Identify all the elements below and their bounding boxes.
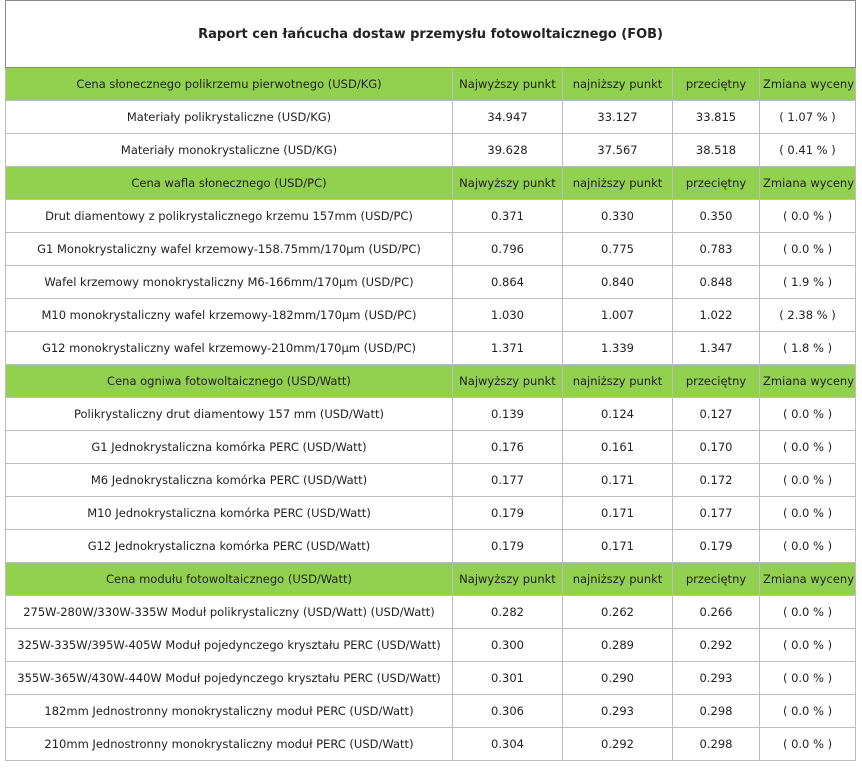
cell-highest: 0.304: [453, 728, 563, 761]
section-header-row: [6, 167, 856, 200]
table-row: [6, 101, 856, 134]
cell-highest: 0.301: [453, 662, 563, 695]
section-header-average: przeciętny: [673, 563, 760, 596]
cell-change: ( 0.0 % ): [760, 662, 856, 695]
table-row: [6, 398, 856, 431]
cell-highest: 0.179: [453, 530, 563, 563]
cell-change: ( 1.8 % ): [760, 332, 856, 365]
cell-change: ( 0.0 % ): [760, 728, 856, 761]
section-header-lowest: najniższy punkt: [563, 563, 673, 596]
cell-highest: 0.179: [453, 497, 563, 530]
table-row: [6, 530, 856, 563]
section-header-change: Zmiana wyceny: [760, 563, 856, 596]
cell-average: 0.298: [673, 728, 760, 761]
cell-highest: 0.176: [453, 431, 563, 464]
cell-change: ( 0.0 % ): [760, 398, 856, 431]
price-report-table: [5, 0, 856, 761]
cell-lowest: 0.124: [563, 398, 673, 431]
cell-change: ( 2.38 % ): [760, 299, 856, 332]
table-row: [6, 497, 856, 530]
cell-highest: 0.177: [453, 464, 563, 497]
cell-change: ( 1.9 % ): [760, 266, 856, 299]
cell-average: 0.170: [673, 431, 760, 464]
table-row: [6, 299, 856, 332]
cell-name: 325W-335W/395W-405W Moduł pojedynczego kryształu PERC (USD/Watt): [6, 629, 453, 662]
section-header-highest: Najwyższy punkt: [453, 365, 563, 398]
section-header-lowest: najniższy punkt: [563, 167, 673, 200]
table-row: [6, 695, 856, 728]
table-row: [6, 629, 856, 662]
cell-highest: 0.796: [453, 233, 563, 266]
section-header-highest: Najwyższy punkt: [453, 563, 563, 596]
cell-lowest: 0.292: [563, 728, 673, 761]
section-header-name: Cena wafla słonecznego (USD/PC): [6, 167, 453, 200]
table-row: [6, 200, 856, 233]
section-header-change: Zmiana wyceny: [760, 68, 856, 101]
cell-lowest: 0.171: [563, 530, 673, 563]
section-header-change: Zmiana wyceny: [760, 365, 856, 398]
table-row: [6, 728, 856, 761]
table-row: [6, 431, 856, 464]
table-row: [6, 596, 856, 629]
cell-average: 0.350: [673, 200, 760, 233]
cell-name: G12 Jednokrystaliczna komórka PERC (USD/Watt): [6, 530, 453, 563]
title-row: [6, 1, 856, 68]
cell-highest: 1.371: [453, 332, 563, 365]
cell-lowest: 1.339: [563, 332, 673, 365]
section-header-average: przeciętny: [673, 167, 760, 200]
section-header-row: [6, 563, 856, 596]
cell-name: Drut diamentowy z polikrystalicznego krzemu 157mm (USD/PC): [6, 200, 453, 233]
cell-change: ( 0.0 % ): [760, 464, 856, 497]
cell-change: ( 0.0 % ): [760, 233, 856, 266]
cell-lowest: 0.171: [563, 464, 673, 497]
cell-average: 1.347: [673, 332, 760, 365]
cell-lowest: 0.289: [563, 629, 673, 662]
cell-name: 275W-280W/330W-335W Moduł polikrystaliczny (USD/Watt) (USD/Watt): [6, 596, 453, 629]
table-row: [6, 233, 856, 266]
section-header-row: [6, 68, 856, 101]
cell-name: Materiały monokrystaliczne (USD/KG): [6, 134, 453, 167]
cell-highest: 0.300: [453, 629, 563, 662]
cell-lowest: 33.127: [563, 101, 673, 134]
cell-highest: 0.139: [453, 398, 563, 431]
section-header-lowest: najniższy punkt: [563, 365, 673, 398]
cell-name: Wafel krzemowy monokrystaliczny M6-166mm/170μm (USD/PC): [6, 266, 453, 299]
cell-lowest: 0.330: [563, 200, 673, 233]
cell-average: 1.022: [673, 299, 760, 332]
cell-change: ( 0.41 % ): [760, 134, 856, 167]
cell-name: G12 monokrystaliczny wafel krzemowy-210mm/170μm (USD/PC): [6, 332, 453, 365]
section-header-average: przeciętny: [673, 68, 760, 101]
section-header-lowest: najniższy punkt: [563, 68, 673, 101]
cell-lowest: 0.293: [563, 695, 673, 728]
section-header-highest: Najwyższy punkt: [453, 68, 563, 101]
table-row: [6, 332, 856, 365]
cell-name: M10 Jednokrystaliczna komórka PERC (USD/Watt): [6, 497, 453, 530]
section-header-average: przeciętny: [673, 365, 760, 398]
cell-lowest: 37.567: [563, 134, 673, 167]
cell-highest: 0.306: [453, 695, 563, 728]
cell-name: 210mm Jednostronny monokrystaliczny moduł PERC (USD/Watt): [6, 728, 453, 761]
cell-name: M6 Jednokrystaliczna komórka PERC (USD/Watt): [6, 464, 453, 497]
report-title: Raport cen łańcucha dostaw przemysłu fotowoltaicznego (FOB): [6, 1, 856, 68]
cell-highest: 1.030: [453, 299, 563, 332]
section-header-highest: Najwyższy punkt: [453, 167, 563, 200]
cell-name: 355W-365W/430W-440W Moduł pojedynczego kryształu PERC (USD/Watt): [6, 662, 453, 695]
cell-change: ( 0.0 % ): [760, 497, 856, 530]
cell-lowest: 1.007: [563, 299, 673, 332]
table-row: [6, 464, 856, 497]
cell-change: ( 0.0 % ): [760, 596, 856, 629]
cell-change: ( 0.0 % ): [760, 629, 856, 662]
cell-lowest: 0.161: [563, 431, 673, 464]
cell-name: G1 Monokrystaliczny wafel krzemowy-158.75mm/170μm (USD/PC): [6, 233, 453, 266]
cell-average: 0.848: [673, 266, 760, 299]
cell-highest: 0.864: [453, 266, 563, 299]
table-row: [6, 134, 856, 167]
cell-average: 0.127: [673, 398, 760, 431]
cell-change: ( 0.0 % ): [760, 431, 856, 464]
section-header-name: Cena ogniwa fotowoltaicznego (USD/Watt): [6, 365, 453, 398]
cell-lowest: 0.171: [563, 497, 673, 530]
section-header-name: Cena słonecznego polikrzemu pierwotnego (USD/KG): [6, 68, 453, 101]
cell-change: ( 1.07 % ): [760, 101, 856, 134]
cell-average: 33.815: [673, 101, 760, 134]
cell-name: Polikrystaliczny drut diamentowy 157 mm (USD/Watt): [6, 398, 453, 431]
section-header-row: [6, 365, 856, 398]
section-header-name: Cena modułu fotowoltaicznego (USD/Watt): [6, 563, 453, 596]
cell-change: ( 0.0 % ): [760, 695, 856, 728]
cell-name: G1 Jednokrystaliczna komórka PERC (USD/Watt): [6, 431, 453, 464]
cell-average: 0.179: [673, 530, 760, 563]
cell-highest: 39.628: [453, 134, 563, 167]
cell-average: 0.266: [673, 596, 760, 629]
cell-average: 0.298: [673, 695, 760, 728]
section-header-change: Zmiana wyceny: [760, 167, 856, 200]
cell-lowest: 0.290: [563, 662, 673, 695]
cell-change: ( 0.0 % ): [760, 200, 856, 233]
cell-average: 0.783: [673, 233, 760, 266]
table-row: [6, 662, 856, 695]
cell-highest: 34.947: [453, 101, 563, 134]
cell-average: 0.292: [673, 629, 760, 662]
cell-average: 0.177: [673, 497, 760, 530]
cell-highest: 0.371: [453, 200, 563, 233]
cell-average: 0.172: [673, 464, 760, 497]
cell-name: 182mm Jednostronny monokrystaliczny moduł PERC (USD/Watt): [6, 695, 453, 728]
cell-highest: 0.282: [453, 596, 563, 629]
table-row: [6, 266, 856, 299]
cell-change: ( 0.0 % ): [760, 530, 856, 563]
cell-average: 0.293: [673, 662, 760, 695]
cell-name: M10 monokrystaliczny wafel krzemowy-182mm/170μm (USD/PC): [6, 299, 453, 332]
cell-lowest: 0.775: [563, 233, 673, 266]
cell-lowest: 0.262: [563, 596, 673, 629]
cell-name: Materiały polikrystaliczne (USD/KG): [6, 101, 453, 134]
cell-lowest: 0.840: [563, 266, 673, 299]
cell-average: 38.518: [673, 134, 760, 167]
